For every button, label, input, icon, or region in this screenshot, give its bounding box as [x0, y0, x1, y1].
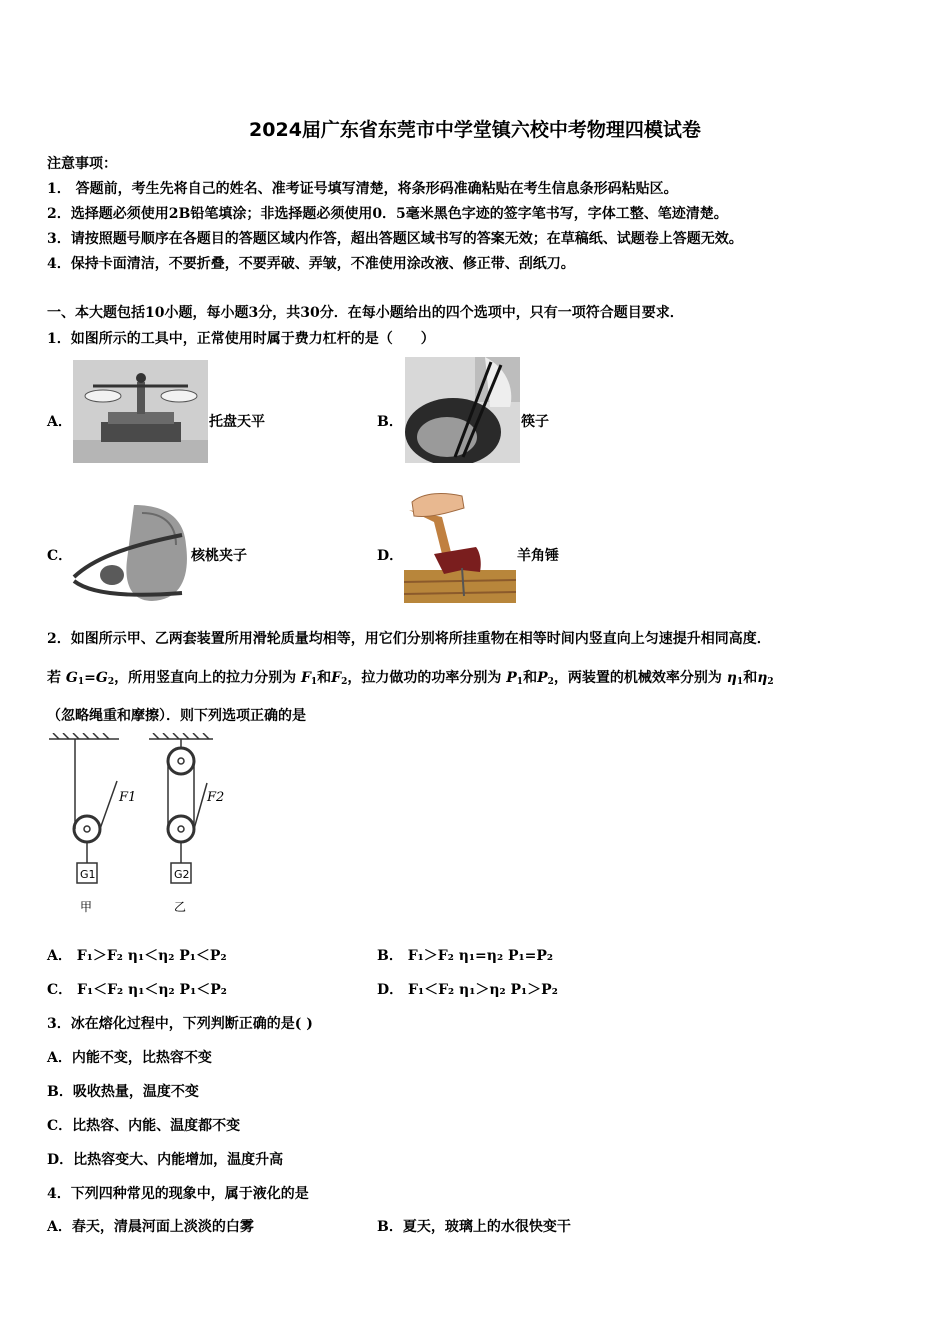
q2-line-1: 2．如图所示甲、乙两套装置所用滑轮质量均相等，用它们分别将所挂重物在相等时间内竖直向上匀速提升相同高度． — [47, 631, 771, 647]
q2-option-a: A． F₁＞F₂ η₁＜η₂ P₁＜P₂ — [47, 948, 227, 964]
q1-option-a-text: 托盘天平 — [209, 414, 265, 430]
jia-label: 甲 — [80, 900, 93, 914]
q1-option-c-letter: C． — [47, 548, 73, 564]
q2-option-d: D． F₁＜F₂ η₁＞η₂ P₁＞P₂ — [377, 982, 558, 998]
q1-option-b-letter: B． — [377, 414, 403, 430]
nutcracker-image — [72, 505, 190, 603]
q3-option-b: B．吸收热量，温度不变 — [47, 1084, 199, 1100]
q3-option-d: D．比热容变大、内能增加，温度升高 — [47, 1152, 284, 1168]
g1-label: G1 — [80, 868, 96, 881]
notice-item-1: 1． 答题前，考生先将自己的姓名、准考证号填写清楚，将条形码准确粘贴在考生信息条形码粘贴区。 — [47, 181, 678, 197]
q2-line-3: （忽略绳重和摩擦）．则下列选项正确的是 — [47, 708, 306, 724]
yi-label: 乙 — [174, 900, 187, 914]
q1-stem: 1．如图所示的工具中，正常使用时属于费力杠杆的是（ ） — [47, 331, 435, 347]
g2-label: G2 — [174, 868, 190, 881]
q3-stem: 3．冰在熔化过程中，下列判断正确的是( ) — [47, 1016, 313, 1032]
claw-hammer-image — [404, 492, 516, 603]
page-title: 2024届广东省东莞市中学堂镇六校中考物理四模试卷 — [249, 119, 701, 141]
chopsticks-image — [405, 357, 520, 463]
q4-option-b: B．夏天，玻璃上的水很快变干 — [377, 1219, 571, 1235]
f1-label: F1 — [119, 790, 137, 805]
notice-item-4: 4．保持卡面清洁，不要折叠，不要弄破、弄皱，不准使用涂改液、修正带、刮纸刀。 — [47, 256, 575, 272]
pulley-diagram — [47, 733, 227, 918]
q4-stem: 4．下列四种常见的现象中，属于液化的是 — [47, 1186, 309, 1202]
q4-option-a: A．春天，清晨河面上淡淡的白雾 — [47, 1219, 254, 1235]
q1-option-d-text: 羊角锤 — [517, 548, 559, 564]
q3-option-a: A．内能不变，比热容不变 — [47, 1050, 212, 1066]
q1-option-b-text: 筷子 — [521, 414, 549, 430]
q2-option-b: B． F₁＞F₂ η₁=η₂ P₁=P₂ — [377, 948, 554, 964]
q2-option-c: C． F₁＜F₂ η₁＜η₂ P₁＜P₂ — [47, 982, 227, 998]
q1-option-c-text: 核桃夹子 — [191, 548, 247, 564]
q1-option-d-letter: D． — [377, 548, 404, 564]
q3-option-c: C．比热容、内能、温度都不变 — [47, 1118, 241, 1134]
f2-label: F2 — [207, 790, 225, 805]
notice-item-3: 3．请按照题号顺序在各题目的答题区域内作答，超出答题区域书写的答案无效；在草稿纸、试题卷上答题无效。 — [47, 231, 743, 247]
notice-heading: 注意事项： — [47, 156, 117, 172]
q2-line-2: 若 $G_1=G_2$，所用竖直向上的拉力分别为 $F_1$和$F_2$，拉力做功的功率分别为 $P_1$和$P_2$，两装置的机械效率分别为 $\eta_1$和$\eta_2$ — [47, 670, 774, 687]
balance-scale-image — [73, 360, 208, 463]
q1-option-a-letter: A． — [47, 414, 72, 430]
section-heading: 一、本大题包括10小题，每小题3分，共30分．在每小题给出的四个选项中，只有一项符合题目要求． — [47, 305, 684, 321]
notice-item-2: 2．选择题必须使用2B铅笔填涂；非选择题必须使用0．5毫米黑色字迹的签字笔书写，字体工整、笔迹清楚。 — [47, 206, 728, 222]
